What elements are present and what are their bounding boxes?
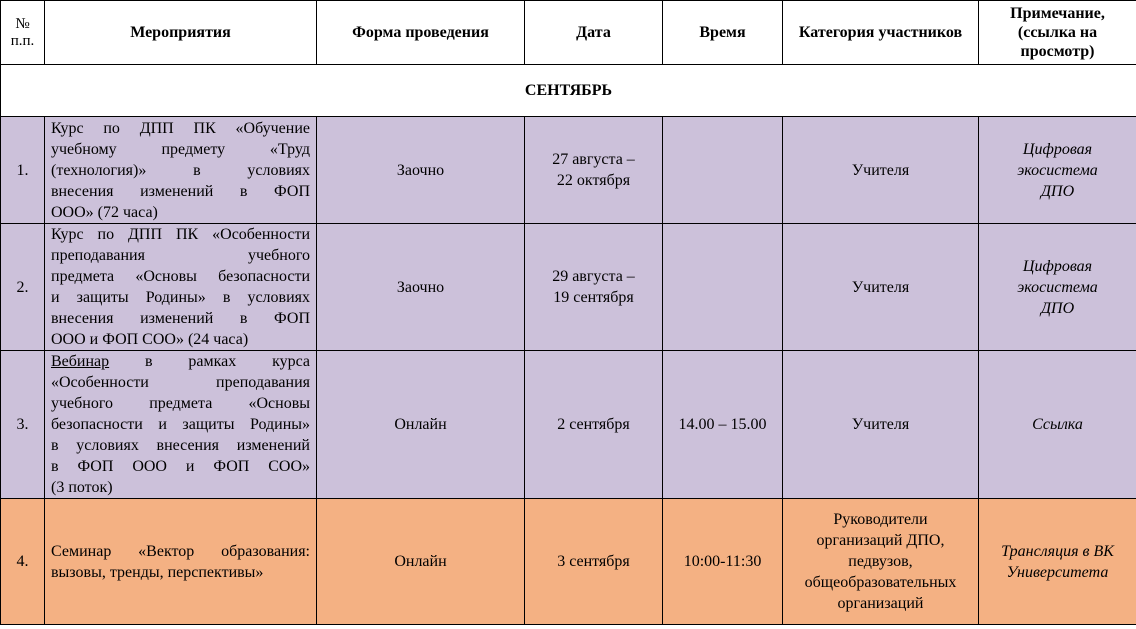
header-num: № п.п. bbox=[1, 1, 45, 65]
event-note-link[interactable] bbox=[979, 351, 1136, 499]
event-title bbox=[45, 499, 317, 625]
event-title bbox=[45, 117, 317, 224]
row-number: 4. bbox=[1, 499, 45, 625]
header-date: Дата bbox=[525, 1, 663, 65]
event-line: вызовы, тренды, перспективы» bbox=[51, 563, 264, 581]
category-line: Учителя bbox=[851, 416, 910, 433]
note-line: Университета bbox=[1006, 563, 1109, 581]
event-type-link[interactable]: Вебинар bbox=[51, 353, 110, 370]
header-event: Мероприятия bbox=[45, 1, 317, 65]
row-number: 1. bbox=[1, 117, 45, 224]
event-date bbox=[525, 499, 663, 625]
event-line: преподавания учебного bbox=[51, 247, 310, 264]
event-line: в ФОП ООО и ФОП СОО» bbox=[51, 458, 310, 475]
note-line: Ссылка bbox=[1032, 416, 1083, 433]
note-line: Трансляция в ВК bbox=[1001, 542, 1114, 560]
event-line: и защиты Родины» в условиях bbox=[51, 289, 310, 306]
note-line: ДПО bbox=[1040, 299, 1075, 317]
event-line: (технология)» в условиях bbox=[51, 161, 310, 179]
event-date bbox=[525, 224, 663, 351]
date-line: 3 сентября bbox=[557, 553, 630, 570]
event-time: 10:00-11:30 bbox=[663, 499, 783, 625]
event-note-link[interactable] bbox=[979, 499, 1136, 625]
event-line: «Особенности преподавания bbox=[51, 374, 310, 391]
table-row bbox=[1, 224, 1136, 351]
event-title bbox=[45, 351, 317, 499]
date-line: 29 августа – bbox=[552, 268, 635, 285]
event-line: Курс по ДПП ПК «Обучение bbox=[51, 119, 310, 137]
month-row bbox=[1, 65, 1136, 117]
event-date bbox=[525, 117, 663, 224]
event-line: ООО» (72 часа) bbox=[51, 203, 158, 221]
row-number: 3. bbox=[1, 351, 45, 499]
header-note: Примечание, (ссылка на просмотр) bbox=[979, 1, 1136, 65]
category-line: Учителя bbox=[851, 278, 910, 296]
event-line: (3 поток) bbox=[51, 479, 113, 496]
note-line: ДПО bbox=[1040, 182, 1075, 200]
category-line: организаций bbox=[837, 595, 924, 612]
event-line: учебного предмета «Основы bbox=[51, 395, 310, 412]
event-title bbox=[45, 224, 317, 351]
table-row bbox=[1, 351, 1136, 499]
event-form: Заочно bbox=[317, 224, 525, 351]
event-line: Курс по ДПП ПК «Особенности bbox=[51, 226, 310, 243]
table-row bbox=[1, 117, 1136, 224]
event-category bbox=[783, 499, 979, 625]
event-line: учебному предмету «Труд bbox=[51, 140, 310, 158]
event-line: безопасности и защиты Родины» bbox=[51, 416, 310, 433]
event-time bbox=[663, 224, 783, 351]
date-line: 19 сентября bbox=[553, 289, 634, 306]
month-label: СЕНТЯБРЬ bbox=[1, 65, 1136, 117]
date-line: 27 августа – bbox=[552, 151, 635, 168]
event-line: ООО и ФОП СОО» (24 часа) bbox=[51, 331, 249, 348]
event-note-link[interactable] bbox=[979, 224, 1136, 351]
event-form: Онлайн bbox=[317, 499, 525, 625]
event-line-text: в рамках курса bbox=[144, 353, 311, 370]
event-line: внесения изменений в ФОП bbox=[51, 182, 310, 200]
event-time: 14.00 – 15.00 bbox=[663, 351, 783, 499]
event-line: предмета «Основы безопасности bbox=[51, 268, 310, 285]
category-line: Руководители bbox=[833, 511, 928, 528]
event-line: Семинар «Вектор образования: bbox=[51, 542, 310, 560]
header-category: Категория участников bbox=[783, 1, 979, 65]
event-category bbox=[783, 351, 979, 499]
category-line: Учителя bbox=[851, 161, 910, 179]
table-row bbox=[1, 499, 1136, 625]
note-line: Цифровая bbox=[1022, 257, 1093, 275]
header-form: Форма проведения bbox=[317, 1, 525, 65]
note-line: Цифровая bbox=[1022, 140, 1093, 158]
event-form: Онлайн bbox=[317, 351, 525, 499]
event-line: в условиях внесения изменений bbox=[51, 437, 310, 454]
date-line: 22 октября bbox=[556, 172, 631, 189]
header-time: Время bbox=[663, 1, 783, 65]
note-line: экосистема bbox=[1017, 278, 1098, 296]
event-line bbox=[51, 351, 310, 372]
event-date bbox=[525, 351, 663, 499]
category-line: общеобразовательных bbox=[804, 574, 957, 591]
category-line: организаций ДПО, bbox=[816, 532, 945, 549]
header-row bbox=[1, 1, 1136, 65]
category-line: педвузов, bbox=[848, 553, 913, 570]
row-number: 2. bbox=[1, 224, 45, 351]
event-note-link[interactable] bbox=[979, 117, 1136, 224]
event-line: внесения изменений в ФОП bbox=[51, 310, 310, 327]
event-form: Заочно bbox=[317, 117, 525, 224]
note-line: экосистема bbox=[1017, 161, 1098, 179]
event-category bbox=[783, 224, 979, 351]
event-category bbox=[783, 117, 979, 224]
date-line: 2 сентября bbox=[557, 416, 630, 433]
event-time bbox=[663, 117, 783, 224]
